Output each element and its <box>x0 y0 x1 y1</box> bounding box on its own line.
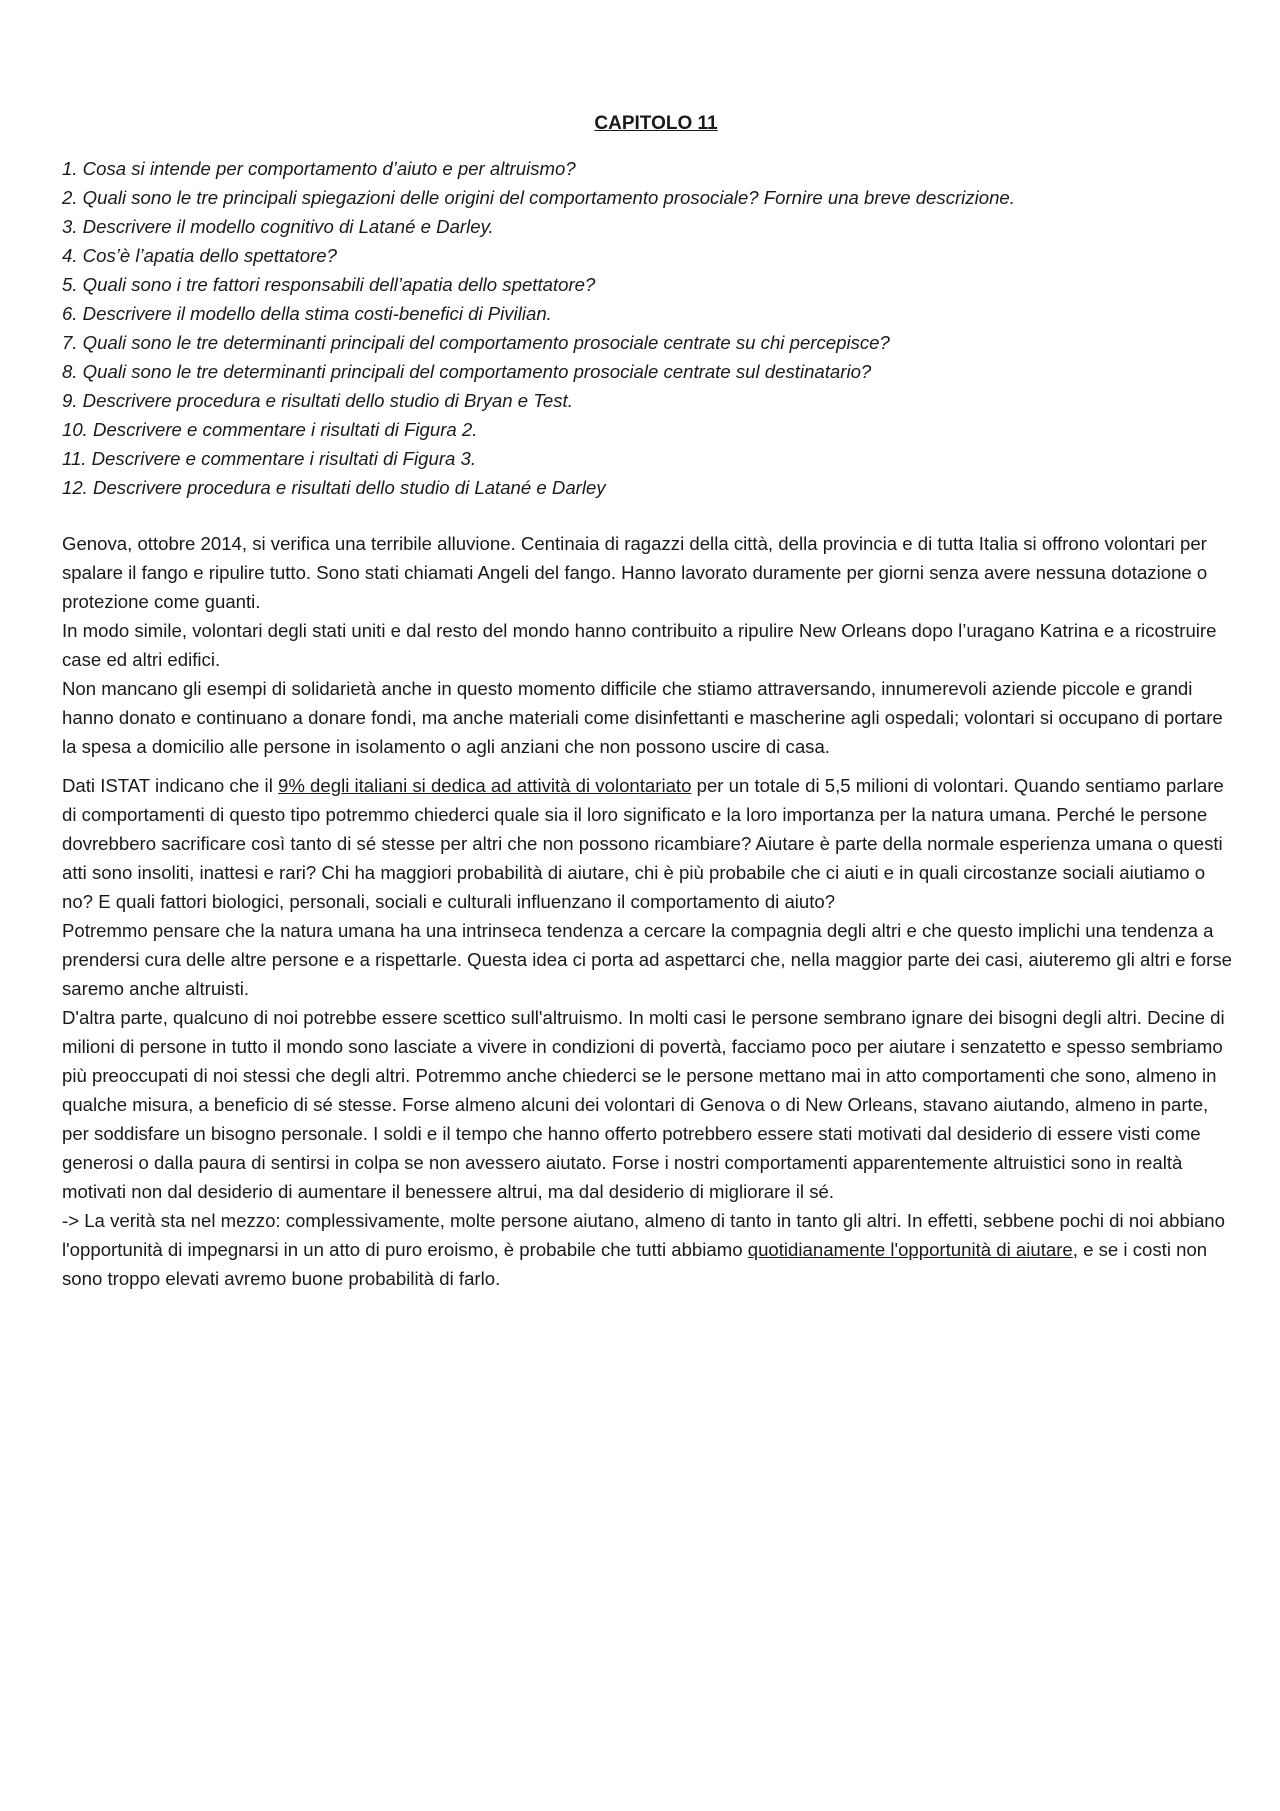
question-item: 9. Descrivere procedura e risultati dello studio di Bryan e Test. <box>62 390 573 411</box>
paragraph-human-nature: Potremmo pensare che la natura umana ha una intrinseca tendenza a cercare la compagnia degli altri e che questo implichi una tendenza a prendersi cura delle altre persone e a rispettarle. Questa idea ci porta ad aspettarci che, nella maggior parte dei casi, aiuteremo gli altri e forse saremo anche altruisti. <box>62 920 1232 999</box>
question-item: 8. Quali sono le tre determinanti principali del comportamento prosociale centrate sul destinatario? <box>62 361 872 382</box>
conclusion-text-before: -> La verità sta nel mezzo: complessivamente, molte persone aiutano, almeno di tanto in tanto gli altri. In effetti, sebbene pochi di noi abbiano l'opportunità di impegnarsi in un atto di puro eroismo, è probabile che tutti abbiamo <box>62 1210 1225 1260</box>
istat-highlight: 9% degli italiani si dedica ad attività di volontariato <box>278 775 692 796</box>
paragraph-conclusion <box>62 1206 1232 1293</box>
question-item: 7. Quali sono le tre determinanti principali del comportamento prosociale centrate su chi percepisce? <box>62 332 890 353</box>
question-item: 10. Descrivere e commentare i risultati di Figura 2. <box>62 419 478 440</box>
discussion-section <box>62 771 1232 1293</box>
paragraph-new-orleans: In modo simile, volontari degli stati uniti e dal resto del mondo hanno contribuito a ripulire New Orleans dopo l’uragano Katrina e a ricostruire case ed altri edifici. <box>62 620 1217 670</box>
conclusion-text-after: , e se i costi non sono troppo elevati avremo buone probabilità di farlo. <box>62 1239 1208 1289</box>
istat-text-before: Dati ISTAT indicano che il <box>62 775 278 796</box>
question-item: 3. Descrivere il modello cognitivo di Latané e Darley. <box>62 216 494 237</box>
question-list <box>62 154 1232 502</box>
intro-section <box>62 529 1232 761</box>
question-item: 11. Descrivere e commentare i risultati di Figura 3. <box>62 448 477 469</box>
question-item: 12. Descrivere procedura e risultati dello studio di Latané e Darley <box>62 477 606 498</box>
question-item: 1. Cosa si intende per comportamento d’aiuto e per altruismo? <box>62 158 576 179</box>
question-item: 6. Descrivere il modello della stima costi-benefici di Pivilian. <box>62 303 552 324</box>
conclusion-highlight: quotidianamente l'opportunità di aiutare <box>747 1239 1073 1260</box>
question-item: 5. Quali sono i tre fattori responsabili dell’apatia dello spettatore? <box>62 274 596 295</box>
question-item: 2. Quali sono le tre principali spiegazioni delle origini del comportamento prosociale? Fornire una breve descrizione. <box>62 187 1015 208</box>
paragraph-genova: Genova, ottobre 2014, si verifica una terribile alluvione. Centinaia di ragazzi della città, della provincia e di tutta Italia si offrono volontari per spalare il fango e ripulire tutto. Sono stati chiamati Angeli del fango. Hanno lavorato duramente per giorni senza avere nessuna dotazione o protezione come guanti. <box>62 533 1208 612</box>
istat-text-after: per un totale di 5,5 milioni di volontari. Quando sentiamo parlare di comportamenti di questo tipo potremmo chiederci quale sia il loro significato e la loro importanza per la natura umana. Perché le persone dovrebbero sacrificare così tanto di sé stesse per altri che non possono ricambiare? Aiutare è parte della normale esperienza umana o questi atti sono insoliti, inattesi e rari? Chi ha maggiori probabilità di aiutare, chi è più probabile che ci aiuti e in quali circostanze sociali aiutiamo o no? E quali fattori biologici, personali, sociali e culturali influenzano il comportamento di aiuto? <box>62 775 1224 912</box>
question-item: 4. Cos’è l’apatia dello spettatore? <box>62 245 337 266</box>
paragraph-solidarity: Non mancano gli esempi di solidarietà anche in questo momento difficile che stiamo attraversando, innumerevoli aziende piccole e grandi hanno donato e continuano a donare fondi, ma anche materiali come disinfettanti e mascherine agli ospedali; volontari si occupano di portare la spesa a domicilio alle persone in isolamento o agli anziani che non possono uscire di casa. <box>62 678 1223 757</box>
paragraph-istat <box>62 771 1232 916</box>
document-page <box>62 112 1232 1293</box>
chapter-title: CAPITOLO 11 <box>594 113 718 134</box>
paragraph-skepticism: D'altra parte, qualcuno di noi potrebbe essere scettico sull'altruismo. In molti casi le persone sembrano ignare dei bisogni degli altri. Decine di milioni di persone in tutto il mondo sono lasciate a vivere in condizioni di povertà, facciamo poco per aiutare i senzatetto e spesso sembriamo più preoccupati di noi stessi che degli altri. Potremmo anche chiederci se le persone mettano mai in atto comportamenti che sono, almeno in qualche misura, a beneficio di sé stesse. Forse almeno alcuni dei volontari di Genova o di New Orleans, stavano aiutando, almeno in parte, per soddisfare un bisogno personale. I soldi e il tempo che hanno offerto potrebbero essere stati motivati dal desiderio di essere visti come generosi o dalla paura di sentirsi in colpa se non avessero aiutato. Forse i nostri comportamenti apparentemente altruistici sono in realtà motivati non dal desiderio di aumentare il benessere altrui, ma dal desiderio di migliorare il sé. <box>62 1007 1225 1202</box>
